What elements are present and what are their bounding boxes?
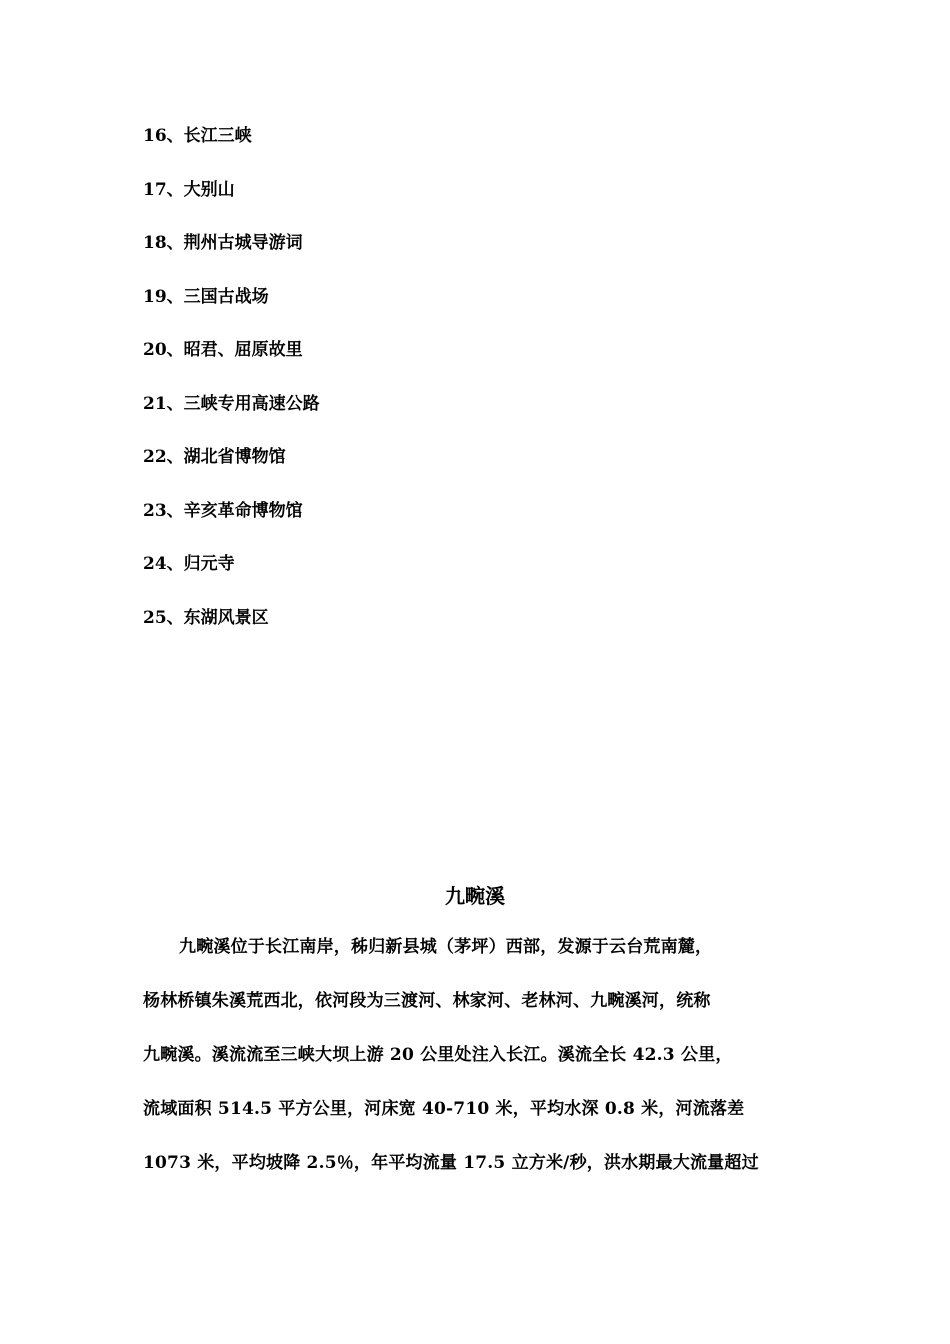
section-body	[143, 932, 807, 1202]
body-line: 流域面积 514.5 平方公里，河床宽 40-710 米，平均水深 0.8 米，河流落差	[143, 1099, 745, 1119]
body-line: 九畹溪。溪流流至三峡大坝上游 20 公里处注入长江。溪流全长 42.3 公里，	[143, 1045, 733, 1065]
table-of-contents	[143, 123, 320, 658]
toc-item: 22、湖北省博物馆	[143, 447, 286, 467]
toc-item: 24、归元寺	[143, 554, 235, 574]
toc-item: 23、辛亥革命博物馆	[143, 500, 303, 521]
body-line: 1073 米，平均坡降 2.5％，年平均流量 17.5 立方米/秒，洪水期最大流量超过	[143, 1153, 759, 1173]
body-line: 杨林桥镇朱溪荒西北，依河段为三渡河、林家河、老林河、九畹溪河，统称	[143, 991, 711, 1011]
section-title: 九畹溪	[445, 884, 505, 908]
toc-item: 19、三国古战场	[143, 286, 269, 307]
body-line: 九畹溪位于长江南岸，秭归新县城（茅坪）西部，发源于云台荒南麓，	[179, 937, 713, 957]
toc-item: 17、大别山	[143, 179, 235, 200]
toc-item: 21、三峡专用高速公路	[143, 393, 320, 414]
toc-item: 16、长江三峡	[143, 126, 252, 146]
toc-item: 25、东湖风景区	[143, 607, 269, 628]
toc-item: 18、荆州古城导游词	[143, 233, 303, 253]
toc-item: 20、昭君、屈原故里	[143, 340, 303, 360]
